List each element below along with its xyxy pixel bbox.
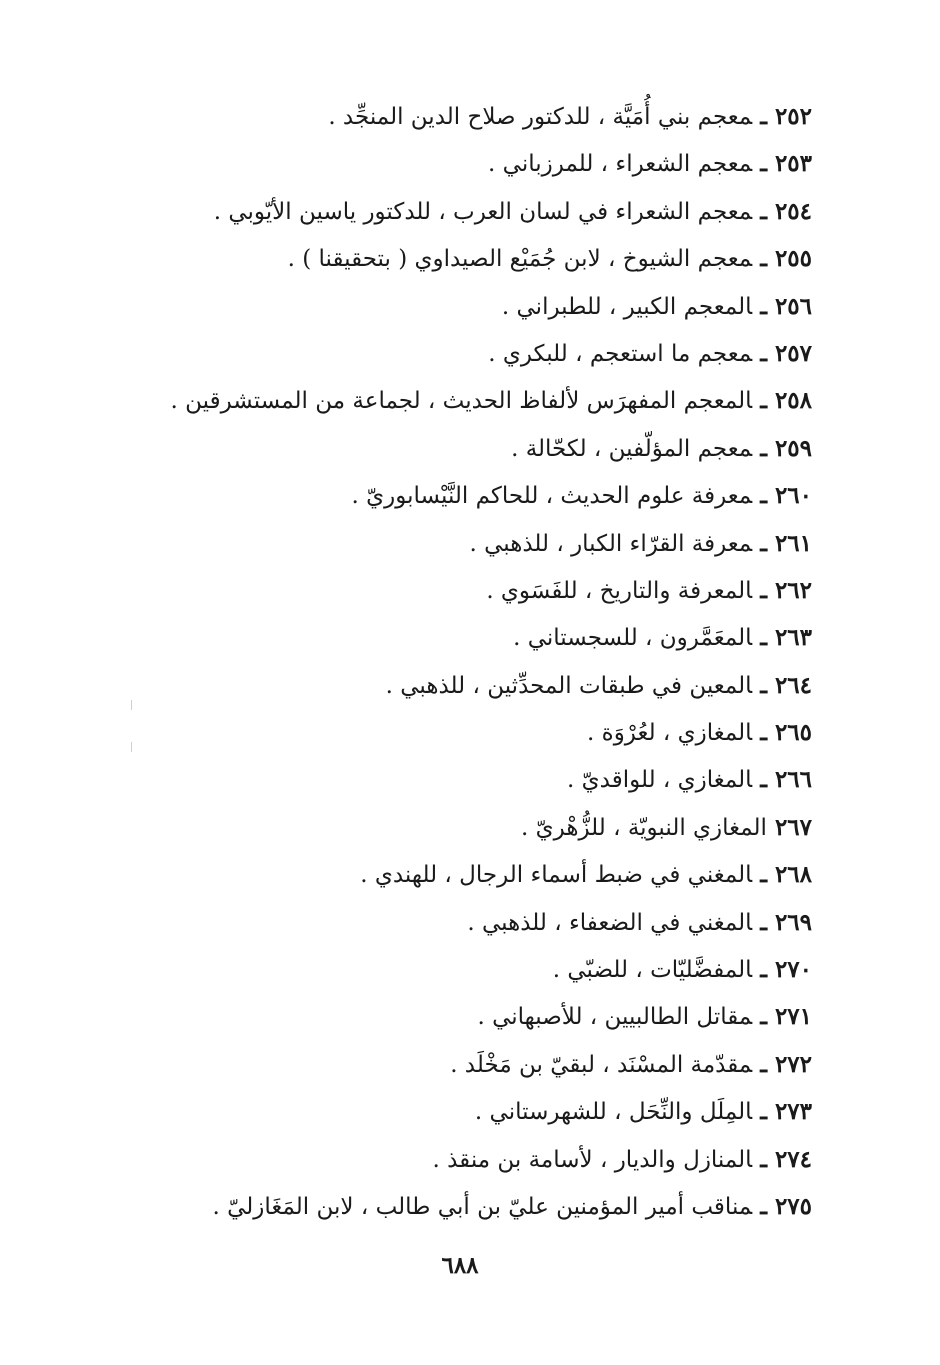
bibliography-entry xyxy=(112,899,812,946)
entry-title: معجم ما استعجم ، للبكري . xyxy=(488,340,753,367)
entry-number: ٢٥٩ ـ xyxy=(760,434,812,462)
bibliography-entry xyxy=(112,993,812,1040)
entry-number: ٢٥٦ ـ xyxy=(760,292,812,320)
entry-number: ٢٥٤ ـ xyxy=(760,197,812,225)
bibliography-entry xyxy=(112,851,812,898)
bibliography-entry xyxy=(112,235,812,282)
entry-title: مقدّمة المسْنَد ، لبقيّ بن مَخْلَد . xyxy=(450,1051,753,1078)
bibliography-entry xyxy=(112,662,812,709)
entry-title: المفضَّليّات ، للضبّي . xyxy=(552,957,753,984)
entry-number: ٢٥٥ ـ xyxy=(760,245,812,273)
entry-title: معجم الشعراء ، للمرزباني . xyxy=(488,151,753,178)
bibliography-entry xyxy=(112,709,812,756)
entry-number: ٢٧٢ ـ xyxy=(760,1050,812,1078)
entry-title: معرفة القرّاء الكبار ، للذهبي . xyxy=(469,530,753,557)
page-number: ٦٨٨ xyxy=(441,1252,479,1279)
entry-title: المِلَل والنِّحَل ، للشهرستاني . xyxy=(474,1099,753,1126)
bibliography-entry xyxy=(112,1136,812,1183)
entry-number: ٢٥٧ ـ xyxy=(760,339,812,367)
bibliography-entry xyxy=(112,1183,812,1230)
entry-number: ٢٧٠ ـ xyxy=(760,956,812,984)
bibliography-entry xyxy=(112,330,812,377)
bibliography-entry xyxy=(112,614,812,661)
bibliography-entry xyxy=(112,140,812,187)
entry-title: المعين في طبقات المحدِّثين ، للذهبي . xyxy=(385,672,753,699)
entry-title: المغازي النبويّة ، للزُّهْريّ . xyxy=(521,814,767,841)
entry-title: معجم بني أُمَيَّة ، للدكتور صلاح الدين المنجِّد . xyxy=(328,104,753,130)
bibliography-list xyxy=(112,93,812,1230)
bibliography-entry xyxy=(112,377,812,424)
entry-number: ٢٦٩ ـ xyxy=(760,908,812,936)
entry-number: ٢٥٢ ـ xyxy=(760,103,812,130)
entry-number: ٢٦٣ ـ xyxy=(760,624,812,652)
entry-title: المعرفة والتاريخ ، للفَسَوي . xyxy=(486,577,753,604)
bibliography-entry xyxy=(112,520,812,567)
entry-number: ٢٦٠ ـ xyxy=(760,482,812,510)
entry-title: المغني في ضبط أسماء الرجال ، للهندي . xyxy=(360,862,753,889)
bibliography-entry xyxy=(112,425,812,472)
entry-title: مقاتل الطالبيين ، للأصبهاني . xyxy=(477,1004,753,1031)
entry-title: المغازي ، لعُرْوَة . xyxy=(587,720,753,747)
entry-title: المعجم المفهرَس لألفاظ الحديث ، لجماعة من المستشرقين . xyxy=(170,388,753,415)
scan-mark xyxy=(131,700,132,710)
entry-number: ٢٧١ ـ xyxy=(760,1003,812,1031)
bibliography-entry xyxy=(112,93,812,140)
entry-number: ٢٥٨ ـ xyxy=(760,387,812,415)
bibliography-entry xyxy=(112,567,812,614)
bibliography-entry xyxy=(112,1041,812,1088)
entry-number: ٢٦٨ ـ xyxy=(760,861,812,889)
scan-mark xyxy=(131,742,132,752)
entry-number: ٢٦٦ ـ xyxy=(760,766,812,794)
bibliography-entry xyxy=(112,804,812,851)
entry-title: المغازي ، للواقديّ . xyxy=(567,767,753,794)
bibliography-entry xyxy=(112,283,812,330)
entry-number: ٢٧٥ ـ xyxy=(760,1192,812,1220)
bibliography-entry xyxy=(112,188,812,235)
bibliography-entry xyxy=(112,946,812,993)
entry-title: المغني في الضعفاء ، للذهبي . xyxy=(467,909,753,936)
entry-title: معرفة علوم الحديث ، للحاكم النَّيْسابوريّ . xyxy=(351,483,753,510)
entry-number: ٢٦١ ـ xyxy=(760,529,812,557)
entry-number: ٢٦٧ xyxy=(774,813,812,841)
entry-title: المنازل والديار ، لأسامة بن منقذ . xyxy=(432,1146,753,1173)
bibliography-entry xyxy=(112,756,812,803)
entry-number: ٢٧٤ ـ xyxy=(760,1145,812,1173)
entry-number: ٢٥٣ ـ xyxy=(760,150,812,178)
entry-number: ٢٦٢ ـ xyxy=(760,576,812,604)
entry-title: المعجم الكبير ، للطبراني . xyxy=(501,293,753,320)
entry-title: مناقب أمير المؤمنين عليّ بن أبي طالب ، لابن المَغَازليّ . xyxy=(212,1193,753,1220)
entry-title: معجم المؤلّفين ، لكحّالة . xyxy=(511,435,753,462)
entry-title: معجم الشعراء في لسان العرب ، للدكتور ياسين الأيّوبي . xyxy=(213,198,753,225)
entry-title: معجم الشيوخ ، لابن جُمَيْع الصيداوي ( بتحقيقنا ) . xyxy=(287,246,753,273)
entry-number: ٢٦٥ ـ xyxy=(760,719,812,747)
entry-number: ٢٦٤ ـ xyxy=(760,671,812,699)
bibliography-entry xyxy=(112,472,812,519)
entry-title: المعَمَّرون ، للسجستاني . xyxy=(513,625,753,652)
bibliography-entry xyxy=(112,1088,812,1135)
entry-number: ٢٧٣ ـ xyxy=(760,1098,812,1126)
